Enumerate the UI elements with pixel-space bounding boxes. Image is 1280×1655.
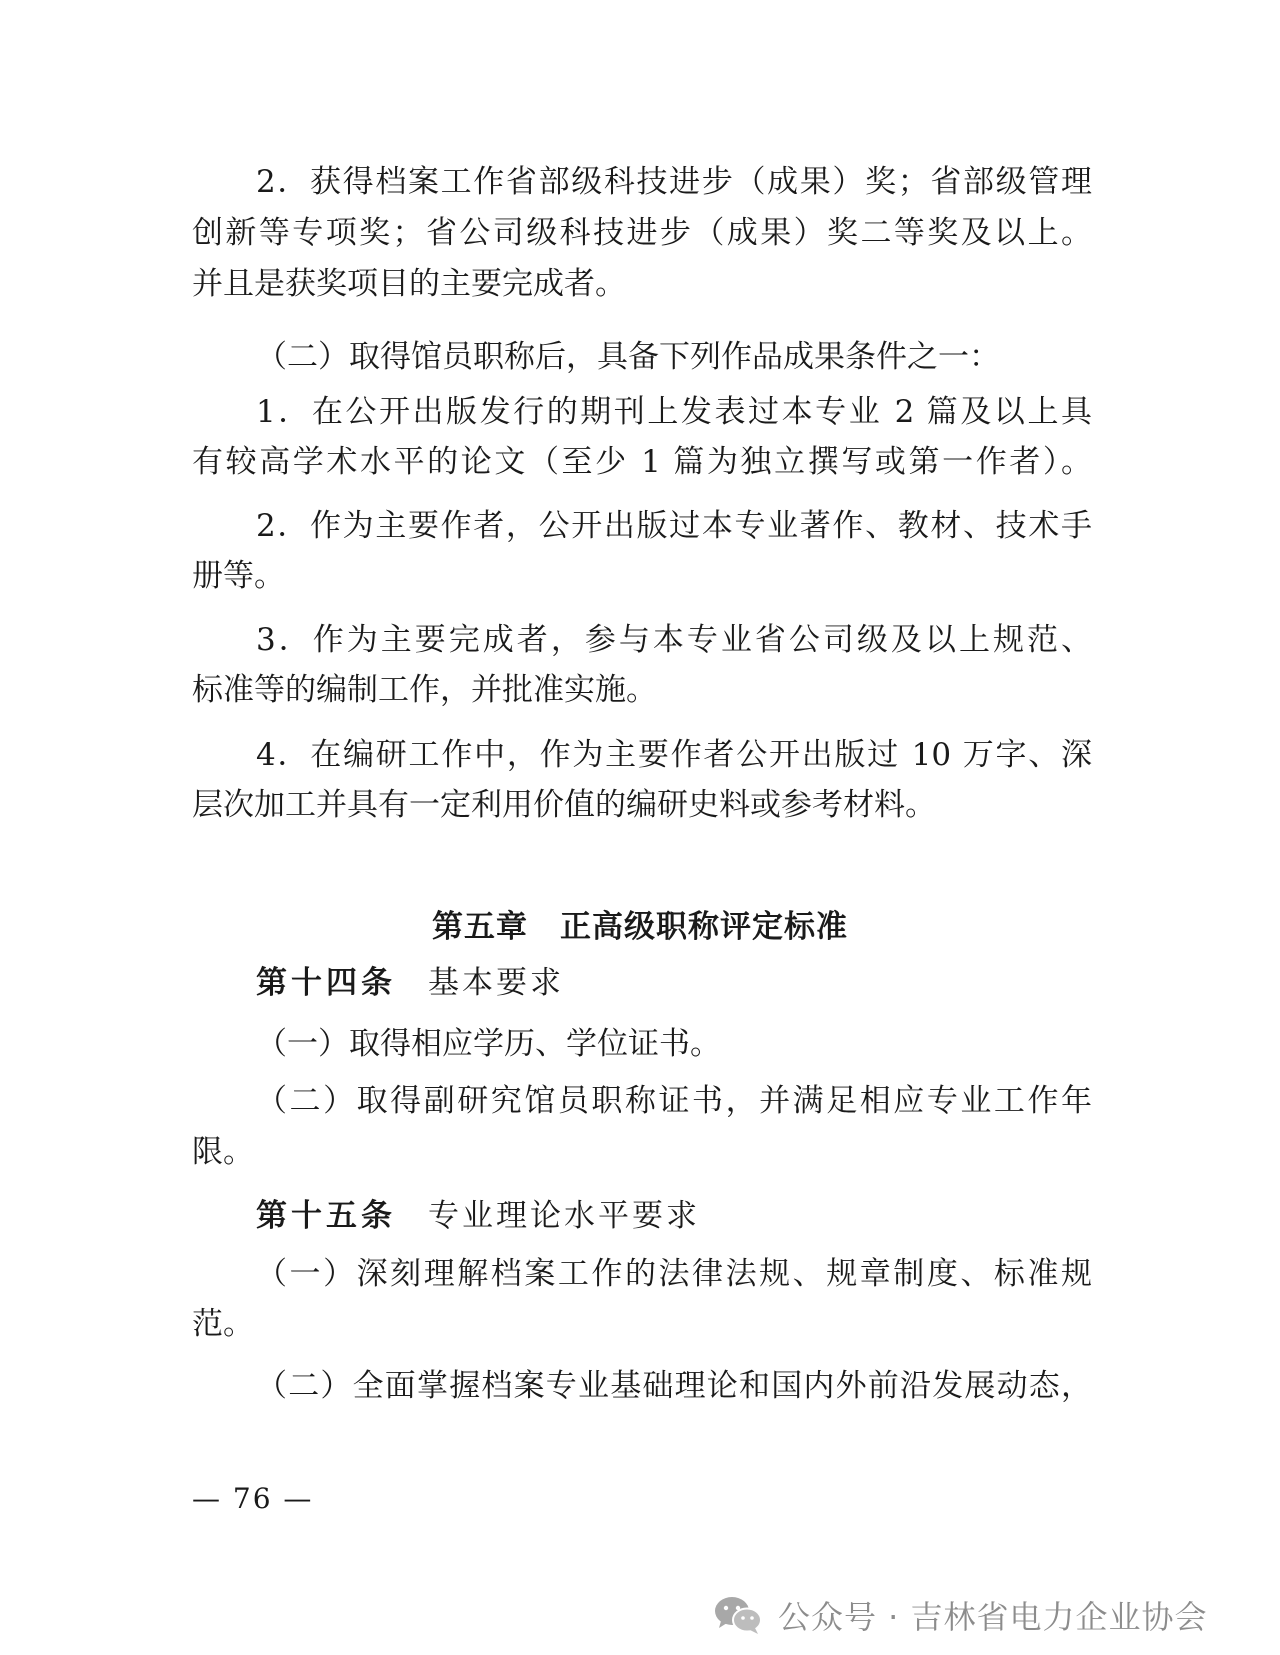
paragraph-line: 有较高学术水平的论文（至少 1 篇为独立撰写或第一作者）。 — [192, 444, 1092, 480]
article-number: 第十五条 — [256, 1198, 396, 1234]
paragraph-line: 册等。 — [192, 558, 285, 594]
paragraph-line: 3．作为主要完成者，参与本专业省公司级及以上规范、 — [256, 622, 1092, 658]
paragraph-line: 2．获得档案工作省部级科技进步（成果）奖；省部级管理 — [256, 164, 1092, 200]
paragraph-line: 限。 — [192, 1134, 254, 1170]
article-heading — [256, 1196, 700, 1236]
paragraph-line: 范。 — [192, 1306, 254, 1342]
paragraph-line: 层次加工并具有一定利用价值的编研史料或参考材料。 — [192, 787, 936, 823]
paragraph-line: 标准等的编制工作，并批准实施。 — [192, 672, 657, 708]
wechat-icon — [712, 1594, 764, 1636]
paragraph-line: 1．在公开出版发行的期刊上发表过本专业 2 篇及以上具 — [256, 394, 1092, 430]
article-title: 专业理论水平要求 — [428, 1198, 700, 1234]
page-number: — 76 — — [192, 1482, 314, 1515]
article-number: 第十四条 — [256, 965, 396, 1001]
watermark-text: 公众号 · 吉林省电力企业协会 — [778, 1598, 1208, 1636]
paragraph-line: （二）取得馆员职称后，具备下列作品成果条件之一： — [256, 339, 1000, 375]
article-heading — [256, 963, 564, 1003]
article-title: 基本要求 — [428, 965, 564, 1001]
paragraph-line: （一）取得相应学历、学位证书。 — [256, 1026, 721, 1062]
paragraph-line: 创新等专项奖；省公司级科技进步（成果）奖二等奖及以上。 — [192, 215, 1092, 251]
chapter-heading: 第五章 正高级职称评定标准 — [432, 909, 848, 945]
paragraph-line: （二）全面掌握档案专业基础理论和国内外前沿发展动态， — [256, 1368, 1092, 1404]
paragraph-line: （一）深刻理解档案工作的法律法规、规章制度、标准规 — [256, 1256, 1092, 1292]
paragraph-line: 2．作为主要作者，公开出版过本专业著作、教材、技术手 — [256, 508, 1092, 544]
paragraph-line: 并且是获奖项目的主要完成者。 — [192, 266, 626, 302]
watermark — [712, 1590, 1208, 1640]
paragraph-line: 4．在编研工作中，作为主要作者公开出版过 10 万字、深 — [256, 737, 1092, 773]
paragraph-line: （二）取得副研究馆员职称证书，并满足相应专业工作年 — [256, 1083, 1092, 1119]
